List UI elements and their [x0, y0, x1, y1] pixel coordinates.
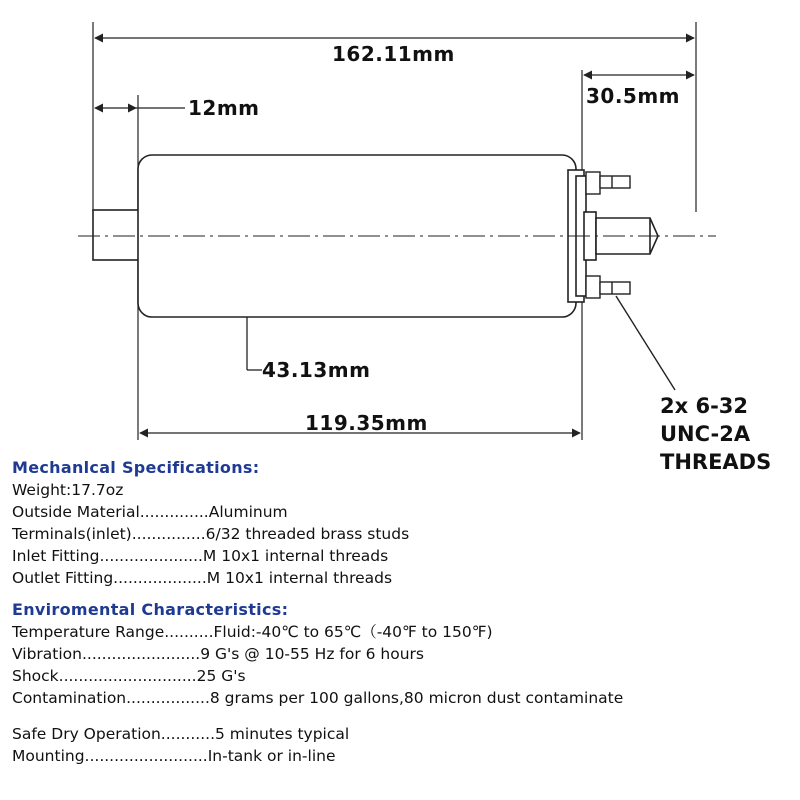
mechanical-title: Mechanlcal Specifications:: [12, 458, 260, 477]
inlet-fitting: [93, 210, 141, 260]
spec-row: Shock............................25 G's: [12, 667, 246, 685]
body-length-label: 119.35mm: [305, 411, 428, 435]
threads-leader: [616, 296, 675, 390]
spec-row: Inlet Fitting.....................M 10x1 internal threads: [12, 547, 389, 565]
spec-row: Outside Material..............Aluminum: [12, 503, 288, 521]
specifications: [12, 457, 792, 767]
lower-stud-nut: [586, 276, 600, 298]
spec-row: Mounting.........................In-tank or in-line: [12, 747, 336, 765]
outlet-length-label: 30.5mm: [586, 84, 681, 108]
upper-stud: [600, 176, 630, 188]
threads-line-1: 2x 6-32: [660, 394, 749, 418]
diameter-label: 43.13mm: [262, 358, 371, 382]
environmental-title: Enviromental Characteristics:: [12, 600, 289, 619]
spec-row: Terminals(inlet)...............6/32 threaded brass studs: [12, 525, 410, 543]
spec-row: Vibration........................9 G's @ 10-55 Hz for 6 hours: [12, 645, 424, 663]
upper-stud-nut: [586, 172, 600, 194]
spec-row: Safe Dry Operation...........5 minutes typical: [12, 725, 350, 743]
spec-row: Outlet Fitting...................M 10x1 internal threads: [12, 569, 393, 587]
overall-length-label: 162.11mm: [332, 42, 455, 66]
threads-line-2: UNC-2A: [660, 422, 751, 446]
spec-row: Weight:17.7oz: [12, 481, 124, 499]
spec-row: Contamination.................8 grams per 100 gallons,80 micron dust contaminate: [12, 689, 624, 707]
lower-stud: [600, 282, 630, 294]
inlet-length-label: 12mm: [188, 96, 260, 120]
spec-row: Temperature Range..........Fluid:-40℃ to 65℃（-40℉ to 150℉): [12, 623, 493, 641]
threads-line-3: THREADS: [660, 450, 772, 474]
